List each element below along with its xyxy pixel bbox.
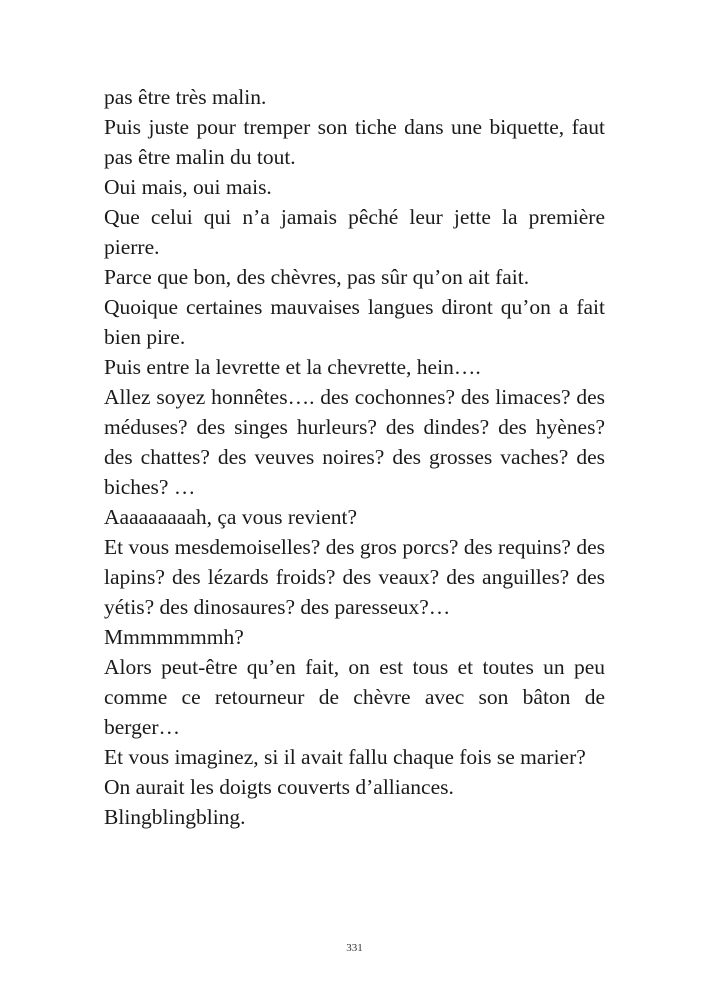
paragraph: Aaaaaaaaah, ça vous revient? — [104, 505, 358, 529]
paragraph: Et vous mesdemoiselles? des gros porcs? des requins? des lapins? des lézards froids? des veaux? des anguilles? des yétis? des dinosaures? des paresseux?… — [104, 535, 605, 619]
paragraph: Et vous imaginez, si il avait fallu chaque fois se marier? — [104, 745, 586, 769]
paragraph: On aurait les doigts couverts d’alliances. — [104, 775, 454, 799]
paragraph: Allez soyez honnêtes…. des cochonnes? des limaces? des méduses? des singes hurleurs? des dindes? des hyènes? des chattes? des veuves noires? des grosses vaches? des biches? … — [104, 385, 605, 499]
paragraph: Puis juste pour tremper son tiche dans une biquette, faut pas être malin du tout. — [104, 115, 605, 169]
paragraph: Parce que bon, des chèvres, pas sûr qu’on ait fait. — [104, 265, 530, 289]
body-text — [104, 82, 605, 832]
paragraph: Quoique certaines mauvaises langues diront qu’on a fait bien pire. — [104, 295, 605, 349]
paragraph: Oui mais, oui mais. — [104, 175, 272, 199]
paragraph: Puis entre la levrette et la chevrette, hein…. — [104, 355, 481, 379]
paragraph: Alors peut-être qu’en fait, on est tous et toutes un peu comme ce retourneur de chèvre avec son bâton de berger… — [104, 655, 605, 739]
paragraph: Blingblingbling. — [104, 805, 246, 829]
paragraph: Mmmmmmmh? — [104, 625, 244, 649]
page-number: 331 — [346, 942, 363, 954]
paragraph: pas être très malin. — [104, 85, 267, 109]
paragraph: Que celui qui n’a jamais pêché leur jette la première pierre. — [104, 205, 605, 259]
